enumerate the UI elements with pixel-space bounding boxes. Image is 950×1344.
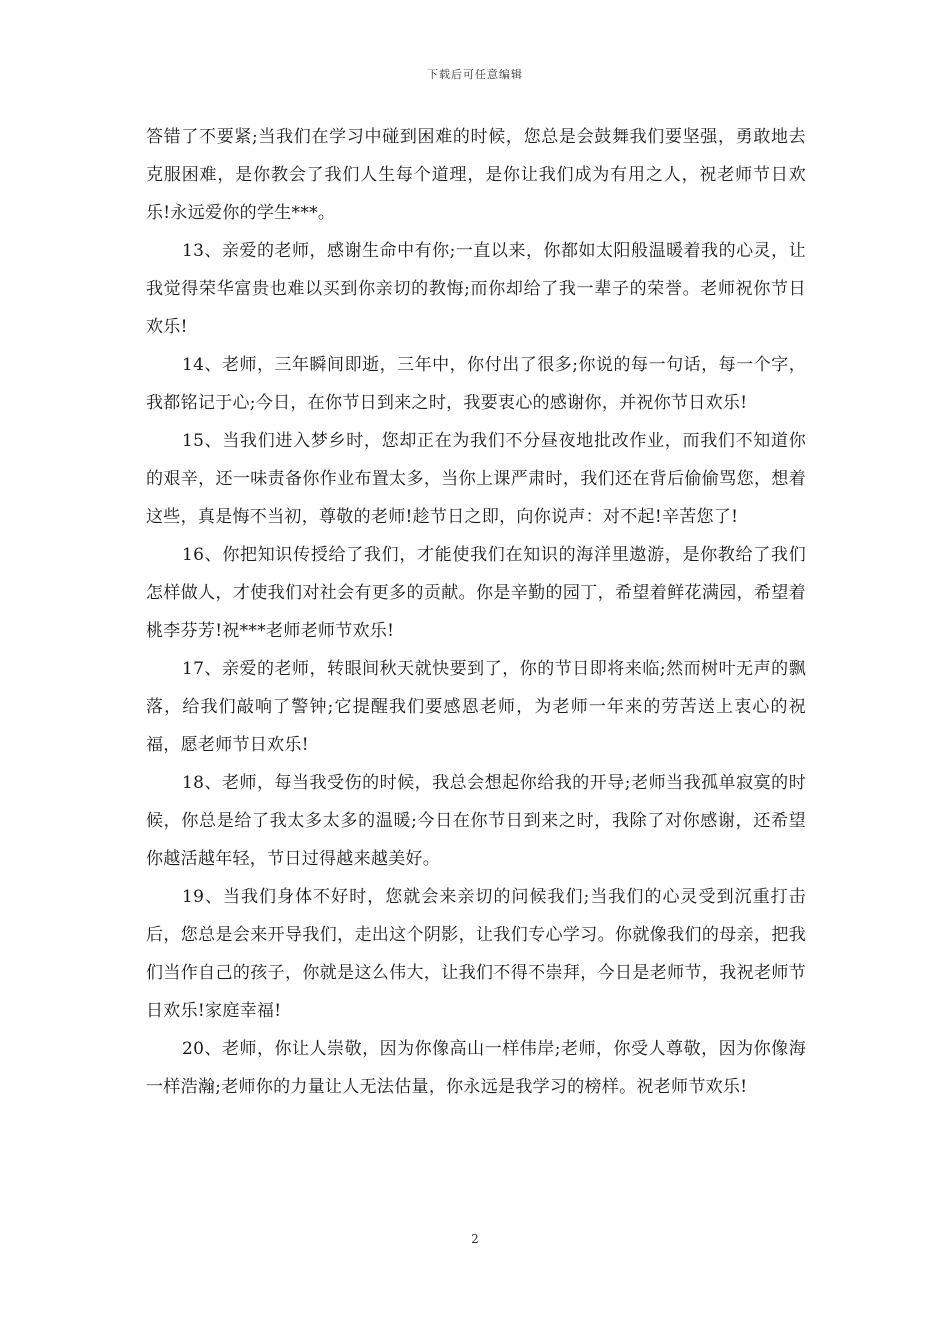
paragraph-13: 13、亲爱的老师，感谢生命中有你;一直以来，你都如太阳般温暖着我的心灵，让我觉得荣华富贵也难以买到你亲切的教悔;而你却给了我一辈子的荣誉。老师祝你节日欢乐! [146, 241, 806, 337]
page-number: 2 [471, 1232, 479, 1246]
paragraph-16: 16、你把知识传授给了我们，才能使我们在知识的海洋里遨游，是你教给了我们怎样做人，才使我们对社会有更多的贡献。你是辛勤的园丁，希望着鲜花满园，希望着桃李芬芳!祝***老师老师节欢乐! [146, 545, 806, 641]
paragraph-18: 18、老师，每当我受伤的时候，我总会想起你给我的开导;老师当我孤单寂寞的时候，你总是给了我太多太多的温暖;今日在你节日到来之时，我除了对你感谢，还希望你越活越年轻，节日过得越来越美好。 [146, 773, 806, 869]
paragraph-19: 19、当我们身体不好时，您就会来亲切的问候我们;当我们的心灵受到沉重打击后，您总是会来开导我们，走出这个阴影，让我们专心学习。你就像我们的母亲，把我们当作自己的孩子，你就是这么伟大，让我们不得不崇拜，今日是老师节，我祝老师节日欢乐!家庭幸福! [146, 887, 806, 1021]
paragraph-14: 14、老师，三年瞬间即逝，三年中，你付出了很多;你说的每一句话，每一个字，我都铭记于心;今日，在你节日到来之时，我要衷心的感谢你，并祝你节日欢乐! [146, 355, 806, 413]
paragraph-15: 15、当我们进入梦乡时，您却正在为我们不分昼夜地批改作业，而我们不知道你的艰辛，还一味责备你作业布置太多，当你上课严肃时，我们还在背后偷偷骂您，想着这些，真是悔不当初，尊敬的老师!趁节日之即，向你说声：对不起!辛苦您了! [146, 431, 806, 527]
paragraph-20: 20、老师，你让人崇敬，因为你像高山一样伟岸;老师，你受人尊敬，因为你像海一样浩瀚;老师你的力量让人无法估量，你永远是我学习的榜样。祝老师节欢乐! [146, 1039, 806, 1097]
page-header-note: 下载后可任意编辑 [427, 68, 523, 81]
paragraph-continued: 答错了不要紧;当我们在学习中碰到困难的时候，您总是会鼓舞我们要坚强，勇敢地去克服困难，是你教会了我们人生每个道理，是你让我们成为有用之人，祝老师节日欢乐!永远爱你的学生***。 [146, 127, 806, 223]
paragraph-17: 17、亲爱的老师，转眼间秋天就快要到了，你的节日即将来临;然而树叶无声的飘落，给我们敲响了警钟;它提醒我们要感恩老师，为老师一年来的劳苦送上衷心的祝福，愿老师节日欢乐! [146, 659, 806, 755]
document-body [146, 118, 806, 1106]
